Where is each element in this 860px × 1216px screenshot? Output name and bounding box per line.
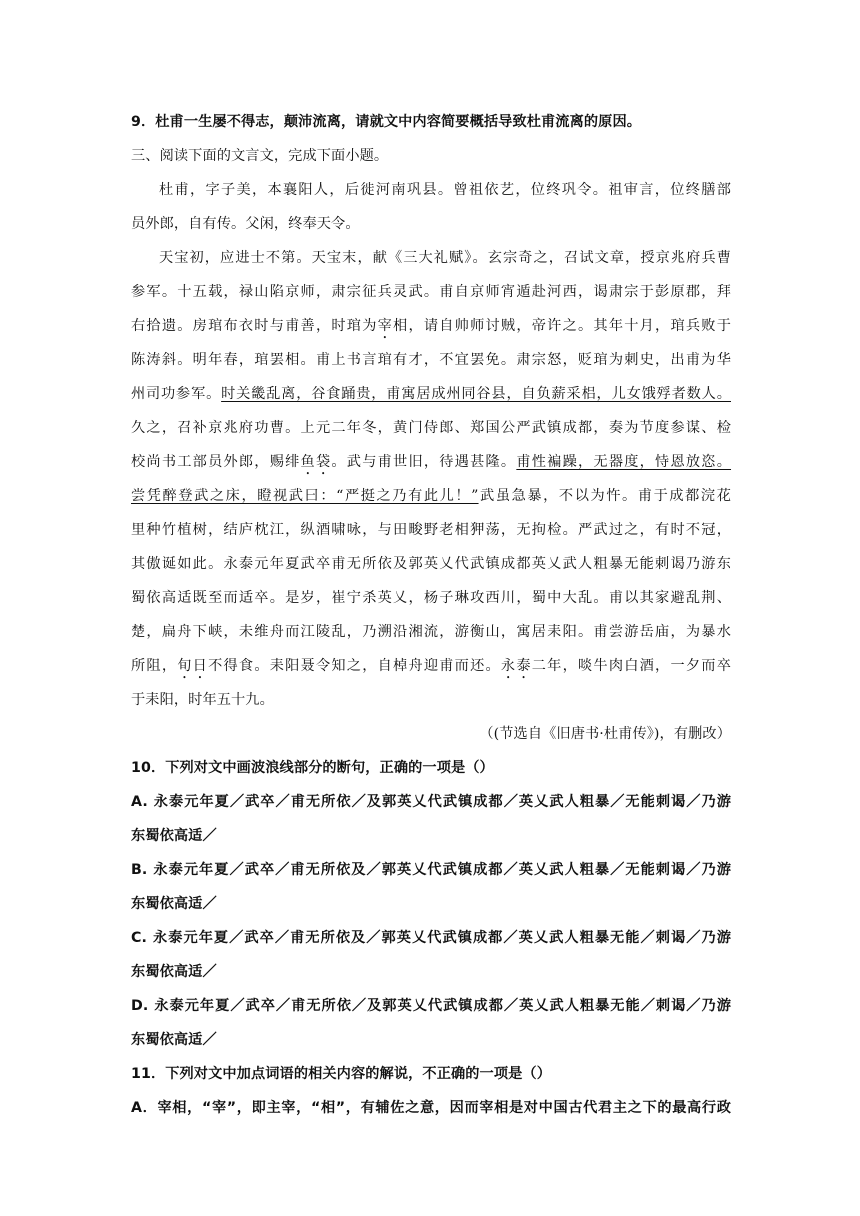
option-c-cont: 东蜀依高适／ — [131, 964, 217, 980]
dotted-word-yongtai: 永泰 — [500, 658, 532, 674]
passage-text: 相，请自帅师讨贼，帝许之。其年十月，琯兵败于 — [393, 318, 731, 334]
option-c: C. 永泰元年夏／武卒／甫无所依及／郭英乂代武镇成都／英乂武人粗暴无能／刺谒／乃游 — [131, 930, 731, 946]
passage-text: 所阻， — [131, 658, 178, 674]
passage-line — [131, 384, 731, 404]
passage-line: 杜甫，字子美，本襄阳人，后徙河南巩县。曾祖依艺，位终巩令。祖审言，位终膳部 — [159, 182, 731, 198]
passage-line: 里种竹植树，结庐枕江，纵酒啸咏，与田畯野老相狎荡，无拘检。严武过之，有时不冠， — [131, 522, 731, 538]
option-d-cont: 东蜀依高适／ — [131, 1032, 217, 1048]
question-11-stem: 11．下列对文中加点词语的相关内容的解说，不正确的一项是（） — [131, 1066, 551, 1082]
passage-text: 不得食。耒阳聂令知之，自棹舟迎甫而还。 — [208, 658, 501, 674]
option-a: A. 永泰元年夏／武卒／甫无所依／及郭英乂代武镇成都／英乂武人粗暴／无能刺谒／乃游 — [131, 794, 731, 810]
question-10-stem: 10．下列对文中画波浪线部分的断句，正确的一项是（） — [131, 760, 494, 776]
passage-text: 二年，啖牛肉白酒，一夕而卒 — [531, 658, 731, 674]
option-a-cont: 东蜀依高适／ — [131, 828, 217, 844]
underlined-sentence: 甫性褊躁，无器度，恃恩放恣。 — [516, 454, 732, 470]
passage-line: 蜀依高适既至而适卒。是岁，崔宁杀英乂，杨子琳攻西川，蜀中大乱。甫以其家避乱荆、 — [131, 590, 731, 606]
passage-text: 右拾遗。房琯布衣时与甫善，时琯为 — [131, 318, 378, 334]
passage-line — [131, 452, 731, 478]
passage-source: （(节选自《旧唐书·杜甫传》)，有删改） — [479, 726, 731, 742]
passage-line: 天宝初，应进士不第。天宝末，献《三大礼赋》。玄宗奇之，召试文章，授京兆府兵曹 — [159, 250, 731, 266]
underlined-sentence: 尝凭醉登武之床，瞪视武曰：“严挺之乃有此儿！” — [131, 488, 479, 504]
passage-text: 州司功参军。 — [131, 386, 222, 402]
dotted-word-yudai: 鱼袋 — [300, 454, 332, 470]
passage-line: 久之，召补京兆府功曹。上元二年冬，黄门侍郎、郑国公严武镇成都，奏为节度参谋、检 — [131, 420, 731, 436]
dotted-word-xunri: 旬日 — [177, 658, 209, 674]
dotted-word-zai: 宰 — [377, 318, 394, 334]
option-a: A．宰相，“宰”，即主宰，“相”，有辅佐之意，因而宰相是对中国古代君主之下的最高行政 — [131, 1100, 731, 1116]
passage-line — [131, 656, 731, 682]
passage-text: 。武与甫世旧，待遇甚隆。 — [331, 454, 517, 470]
option-b: B. 永泰元年夏／武卒／甫无所依及／郭英乂代武镇成都／英乂武人粗暴／无能刺谒／乃游 — [131, 862, 731, 878]
wavy-line-passage: 其傲诞如此。永泰元年夏武卒甫无所依及郭英乂代武镇成都英乂武人粗暴无能刺谒乃游东 — [131, 556, 731, 572]
question-9: 9．杜甫一生屡不得志，颠沛流离，请就文中内容简要概括导致杜甫流离的原因。 — [131, 114, 642, 130]
option-b-cont: 东蜀依高适／ — [131, 896, 217, 912]
passage-text: 校尚书工部员外郎，赐绯 — [131, 454, 301, 470]
passage-line: 楚，扁舟下峡，未维舟而江陵乱，乃溯沿湘流，游衡山，寓居耒阳。甫尝游岳庙，为暴水 — [131, 624, 731, 640]
passage-line: 陈涛斜。明年春，琯罢相。甫上书言琯有才，不宜罢免。肃宗怒，贬琯为刺史，出甫为华 — [131, 352, 731, 368]
passage-text: 武虽急暴，不以为忤。甫于成都浣花 — [478, 488, 731, 504]
passage-line — [131, 486, 731, 506]
passage-line — [131, 316, 731, 342]
section-3-heading: 三、阅读下面的文言文，完成下面小题。 — [131, 148, 389, 164]
passage-line: 于耒阳，时年五十九。 — [131, 692, 274, 708]
option-d: D. 永泰元年夏／武卒／甫无所依／及郭英乂代武镇成都／英乂武人粗暴无能／刺谒／乃游 — [131, 998, 731, 1014]
passage-line: 员外郎，自有传。父闲，终奉天令。 — [131, 216, 360, 232]
underlined-sentence: 时关畿乱离，谷食踊贵，甫寓居成州同谷县，自负薪采梠，儿女饿殍者数人。 — [221, 386, 731, 402]
passage-line: 参军。十五载，禄山陷京师，肃宗征兵灵武。甫自京师宵遁赴河西，谒肃宗于彭原郡，拜 — [131, 284, 731, 300]
